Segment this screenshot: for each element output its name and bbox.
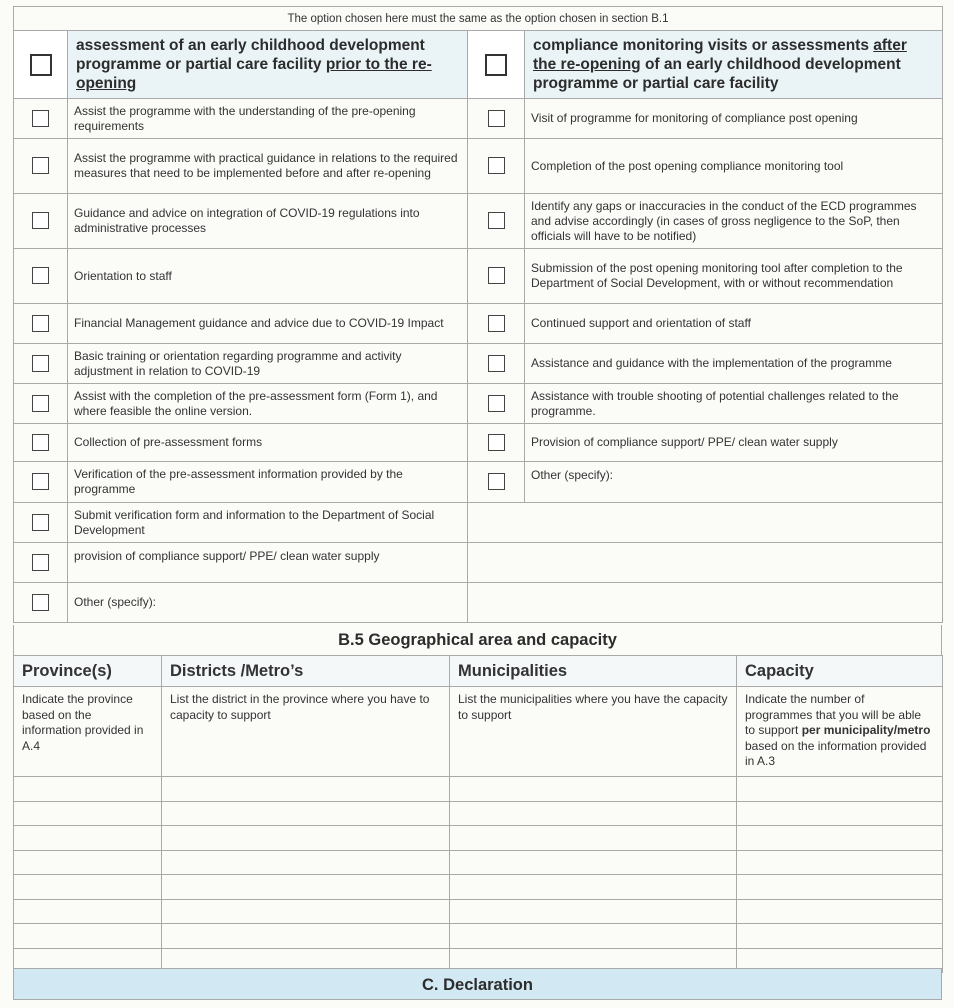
table-row <box>14 899 943 924</box>
pre-item-label: Verification of the pre-assessment information provided by the programme <box>68 462 468 503</box>
province-input[interactable] <box>14 777 162 802</box>
pre-opening-option-cell[interactable] <box>14 31 68 99</box>
pre-item-checkbox[interactable] <box>32 355 49 372</box>
district-input[interactable] <box>162 850 450 875</box>
post-opening-option-checkbox[interactable] <box>485 54 507 76</box>
post-item-label: Identify any gaps or inaccuracies in the conduct of the ECD programmes and advise accordingly (in cases of gross negligence to the SoP, then officials will have to be notified) <box>525 194 943 249</box>
pre-item-checkbox[interactable] <box>32 473 49 490</box>
district-input[interactable] <box>162 875 450 900</box>
municipality-input[interactable] <box>450 801 737 826</box>
empty-cell <box>468 543 943 583</box>
pre-item-label: Guidance and advice on integration of COVID-19 regulations into administrative processes <box>68 194 468 249</box>
pre-item-checkbox[interactable] <box>32 267 49 284</box>
pre-other-checkbox[interactable] <box>32 594 49 611</box>
pre-item-checkbox[interactable] <box>32 514 49 531</box>
post-item-label: Completion of the post opening compliance monitoring tool <box>525 139 943 194</box>
table-row <box>14 801 943 826</box>
table-row <box>14 875 943 900</box>
col-header-municipalities: Municipalities <box>450 656 737 687</box>
pre-item-label: Assist the programme with the understanding of the pre-opening requirements <box>68 99 468 139</box>
capacity-input[interactable] <box>737 850 943 875</box>
capacity-input[interactable] <box>737 924 943 949</box>
b5-section-title: B.5 Geographical area and capacity <box>13 625 942 655</box>
post-item-label: Visit of programme for monitoring of compliance post opening <box>525 99 943 139</box>
pre-item-label: Submit verification form and information to the Department of Social Development <box>68 503 468 543</box>
post-opening-option-cell[interactable] <box>468 31 525 99</box>
pre-item-label: provision of compliance support/ PPE/ clean water supply <box>68 543 468 583</box>
municipality-input[interactable] <box>450 777 737 802</box>
capacity-input[interactable] <box>737 801 943 826</box>
district-instruction: List the district in the province where you have to capacity to support <box>162 687 450 777</box>
section-note: The option chosen here must the same as the option chosen in section B.1 <box>14 7 943 31</box>
pre-item-label: Orientation to staff <box>68 249 468 304</box>
pre-item-label: Basic training or orientation regarding programme and activity adjustment in relation to COVID-19 <box>68 344 468 384</box>
pre-item-checkbox[interactable] <box>32 157 49 174</box>
post-opening-option-heading: compliance monitoring visits or assessments after the re-opening of an early childhood development programme or partial care facility <box>525 31 943 99</box>
support-options-table <box>13 6 943 623</box>
col-header-districts: Districts /Metro’s <box>162 656 450 687</box>
province-input[interactable] <box>14 801 162 826</box>
municipality-input[interactable] <box>450 924 737 949</box>
post-item-checkbox[interactable] <box>488 157 505 174</box>
col-header-province: Province(s) <box>14 656 162 687</box>
municipality-input[interactable] <box>450 850 737 875</box>
pre-item-checkbox[interactable] <box>32 434 49 451</box>
pre-item-label: Financial Management guidance and advice due to COVID-19 Impact <box>68 304 468 344</box>
district-input[interactable] <box>162 924 450 949</box>
post-item-label: Assistance and guidance with the implementation of the programme <box>525 344 943 384</box>
table-row <box>14 924 943 949</box>
table-row <box>14 777 943 802</box>
col-header-capacity: Capacity <box>737 656 943 687</box>
pre-opening-option-checkbox[interactable] <box>30 54 52 76</box>
post-other-checkbox[interactable] <box>488 473 505 490</box>
declaration-section-title: C. Declaration <box>13 968 942 1000</box>
district-input[interactable] <box>162 801 450 826</box>
municipality-input[interactable] <box>450 899 737 924</box>
post-other-label[interactable]: Other (specify): <box>525 462 943 503</box>
province-input[interactable] <box>14 875 162 900</box>
empty-cell <box>468 503 943 543</box>
post-item-label: Submission of the post opening monitoring tool after completion to the Department of Social Development, with or without recommendation <box>525 249 943 304</box>
district-input[interactable] <box>162 826 450 851</box>
capacity-input[interactable] <box>737 777 943 802</box>
pre-opening-option-heading: assessment of an early childhood development programme or partial care facility prior to the re-opening <box>68 31 468 99</box>
province-input[interactable] <box>14 924 162 949</box>
district-input[interactable] <box>162 899 450 924</box>
post-item-label: Provision of compliance support/ PPE/ clean water supply <box>525 424 943 462</box>
post-item-label: Assistance with trouble shooting of potential challenges related to the programme. <box>525 384 943 424</box>
municipality-input[interactable] <box>450 826 737 851</box>
pre-item-checkbox[interactable] <box>32 110 49 127</box>
province-instruction: Indicate the province based on the information provided in A.4 <box>14 687 162 777</box>
capacity-input[interactable] <box>737 826 943 851</box>
pre-item-checkbox[interactable] <box>32 315 49 332</box>
pre-item-label: Assist the programme with practical guidance in relations to the required measures that need to be implemented before and after re-opening <box>68 139 468 194</box>
empty-cell <box>468 583 943 623</box>
post-item-checkbox[interactable] <box>488 434 505 451</box>
post-item-checkbox[interactable] <box>488 315 505 332</box>
pre-item-checkbox[interactable] <box>32 395 49 412</box>
pre-item-checkbox[interactable] <box>32 554 49 571</box>
post-item-checkbox[interactable] <box>488 110 505 127</box>
municipality-instruction: List the municipalities where you have the capacity to support <box>450 687 737 777</box>
table-row <box>14 826 943 851</box>
province-input[interactable] <box>14 899 162 924</box>
table-row <box>14 850 943 875</box>
post-item-checkbox[interactable] <box>488 212 505 229</box>
post-item-checkbox[interactable] <box>488 267 505 284</box>
geographical-area-table <box>13 655 943 973</box>
post-item-checkbox[interactable] <box>488 395 505 412</box>
post-item-label: Continued support and orientation of staff <box>525 304 943 344</box>
post-item-checkbox[interactable] <box>488 355 505 372</box>
pre-item-label: Assist with the completion of the pre-assessment form (Form 1), and where feasible the online version. <box>68 384 468 424</box>
pre-item-checkbox[interactable] <box>32 212 49 229</box>
district-input[interactable] <box>162 777 450 802</box>
province-input[interactable] <box>14 826 162 851</box>
capacity-instruction: Indicate the number of programmes that you will be able to support per municipality/metro based on the information provided in A.3 <box>737 687 943 777</box>
pre-other-label[interactable]: Other (specify): <box>68 583 468 623</box>
capacity-input[interactable] <box>737 899 943 924</box>
capacity-input[interactable] <box>737 875 943 900</box>
municipality-input[interactable] <box>450 875 737 900</box>
pre-item-label: Collection of pre-assessment forms <box>68 424 468 462</box>
province-input[interactable] <box>14 850 162 875</box>
